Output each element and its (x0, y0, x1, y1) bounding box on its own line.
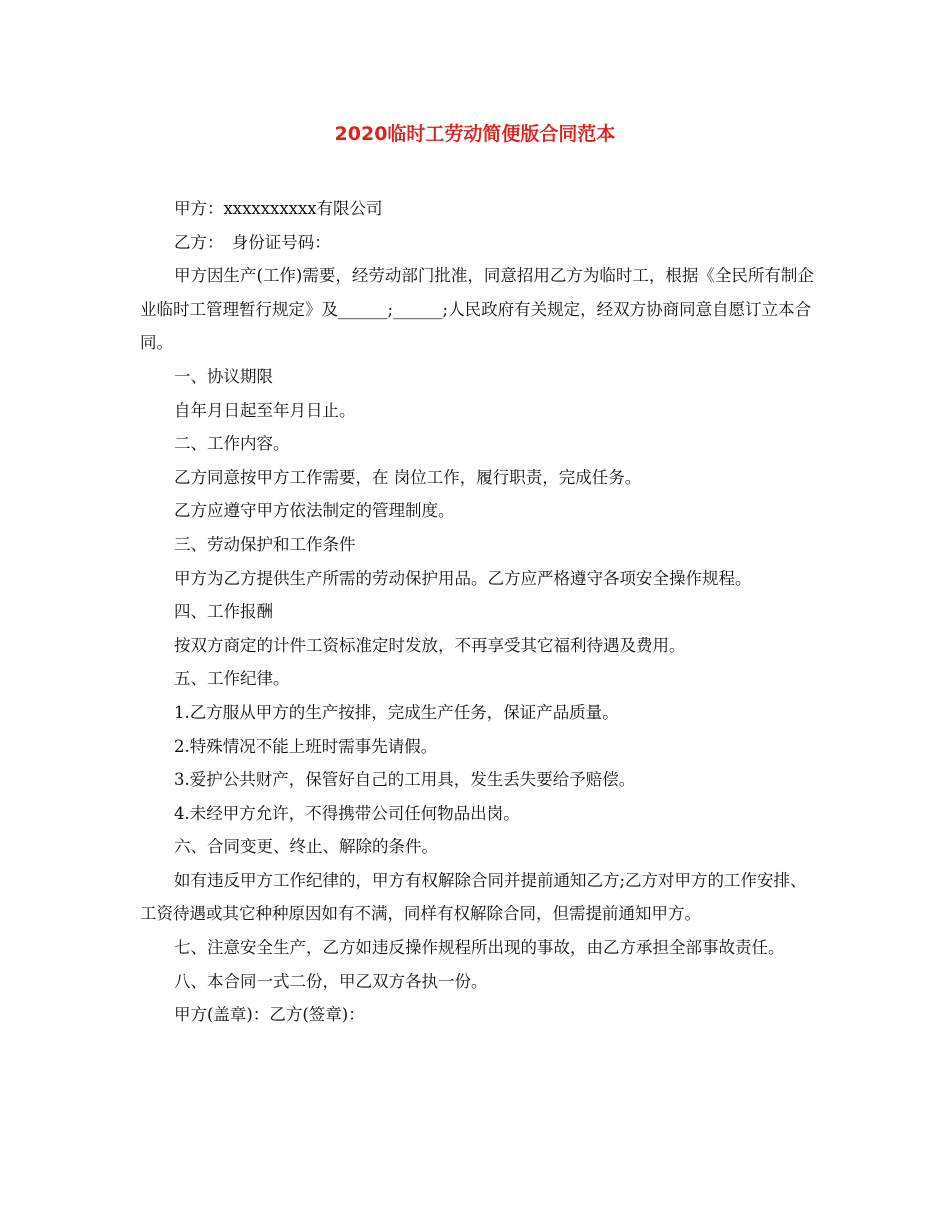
protection-paragraph: 甲方为乙方提供生产所需的劳动保护用品。乙方应严格遵守各项安全操作规程。 (174, 568, 752, 588)
term-paragraph: 自年月日起至年月日止。 (174, 400, 356, 420)
discipline-item-4: 4.未经甲方允许，不得携带公司任何物品出岗。 (174, 803, 520, 823)
section-heading-termination: 六、合同变更、终止、解除的条件。 (174, 837, 438, 857)
section-heading-pay: 四、工作报酬 (174, 602, 273, 622)
signature-line: 甲方(盖章)：乙方(签章)： (174, 1005, 365, 1025)
party-b-line: 乙方： 身份证号码： (174, 232, 331, 252)
discipline-item-2: 2.特殊情况不能上班时需事先请假。 (174, 736, 438, 756)
discipline-item-1: 1.乙方服从甲方的生产按排，完成生产任务，保证产品质量。 (174, 702, 619, 722)
pay-paragraph: 按双方商定的计件工资标准定时发放，不再享受其它福利待遇及费用。 (174, 635, 686, 655)
safety-paragraph: 七、注意安全生产，乙方如违反操作规程所出现的事故，由乙方承担全部事故责任。 (174, 938, 785, 958)
section-heading-discipline: 五、工作纪律。 (174, 669, 290, 689)
party-a-line: 甲方：xxxxxxxxxx有限公司 (174, 199, 383, 218)
section-heading-term: 一、协议期限 (174, 366, 273, 386)
discipline-item-3: 3.爱护公共财产，保管好自己的工用具，发生丢失要给予赔偿。 (174, 770, 636, 790)
document-title: 2020临时工劳动简便版合同范本 (334, 123, 616, 145)
termination-paragraph: 如有违反甲方工作纪律的，甲方有权解除合同并提前通知乙方;乙方对甲方的工作安排、工资待遇或其它种种原因如有不满，同样有权解除合同，但需提前通知甲方。 (140, 870, 807, 924)
section-heading-work-content: 二、工作内容。 (174, 434, 290, 454)
document-body (140, 192, 820, 1032)
work-content-paragraph-2: 乙方应遵守甲方依法制定的管理制度。 (174, 501, 455, 521)
section-heading-protection: 三、劳动保护和工作条件 (174, 534, 356, 554)
preamble-paragraph: 甲方因生产(工作)需要，经劳动部门批准，同意招用乙方为临时工，根据《全民所有制企业临时工管理暂行规定》及______;______;人民政府有关规定，经双方协商同意自愿订立本合同。 (140, 266, 814, 353)
copies-paragraph: 八、本合同一式二份，甲乙双方各执一份。 (174, 971, 488, 991)
work-content-paragraph-1: 乙方同意按甲方工作需要，在 岗位工作，履行职责，完成任务。 (174, 467, 642, 487)
